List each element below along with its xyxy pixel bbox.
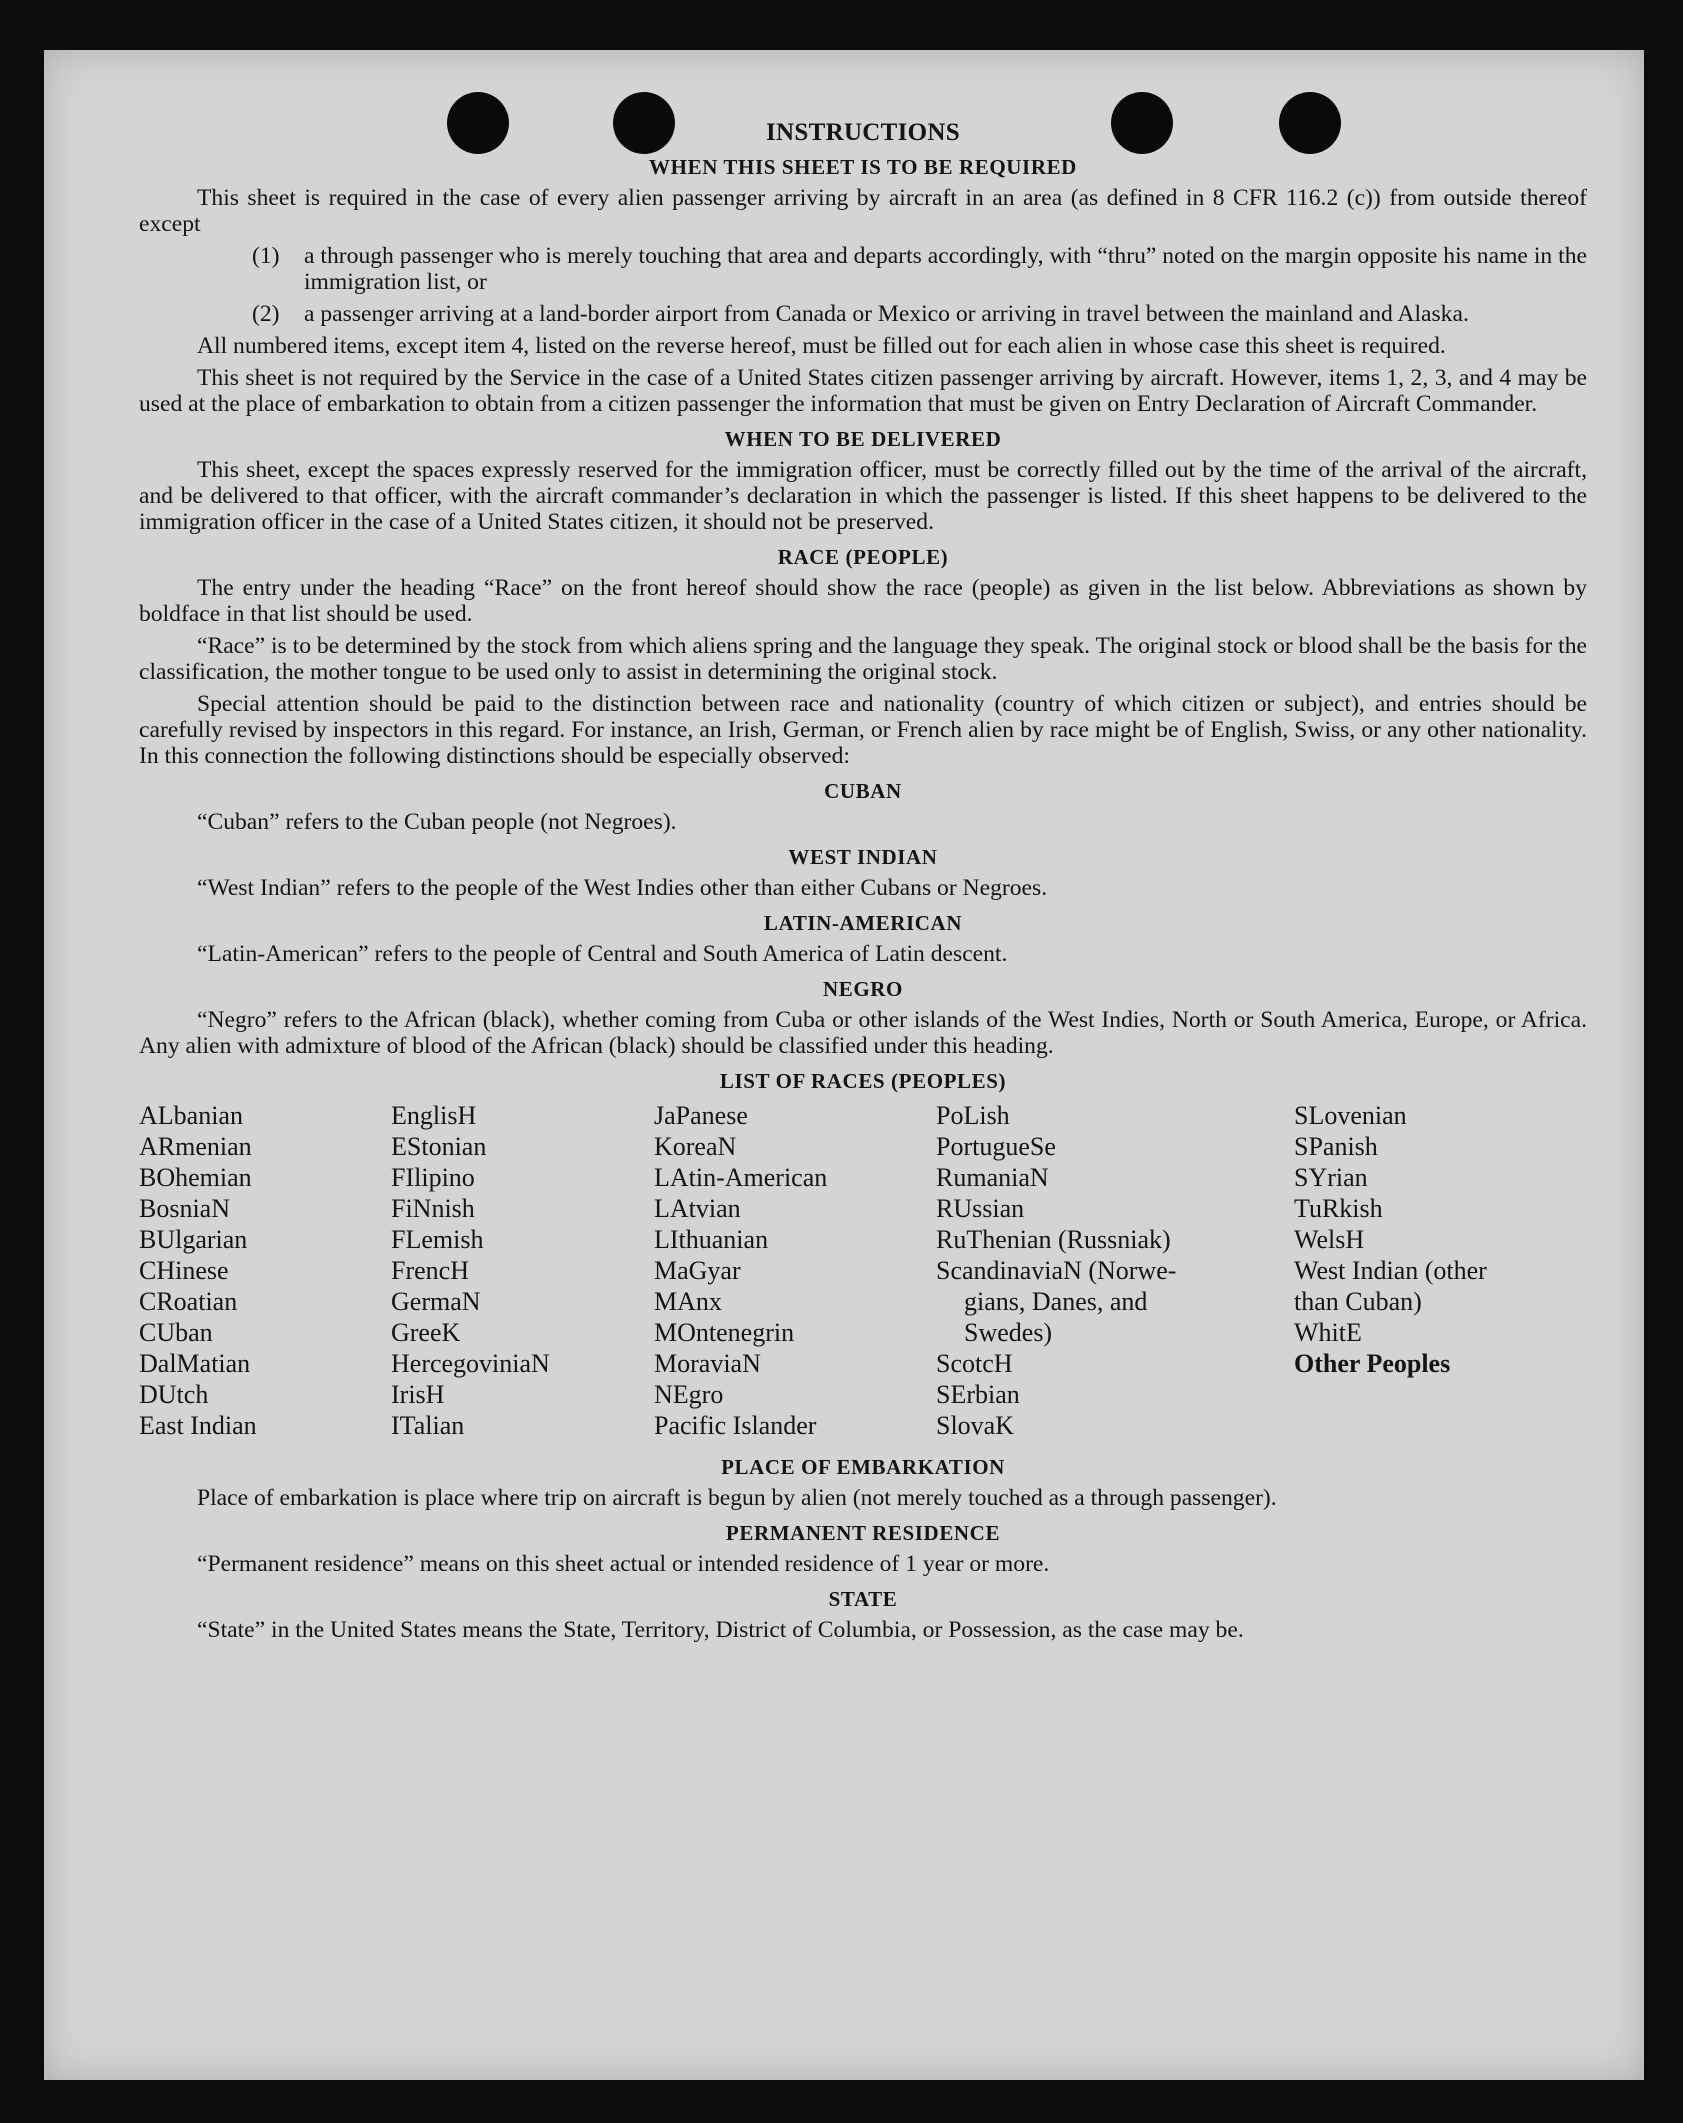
paragraph-negro: “Negro” refers to the African (black), whether coming from Cuba or other islands of the West Indies, North or South America, Europe, or Africa. Any alien with admixture of blood of the African (black) should be classified under this heading.	[139, 1007, 1587, 1059]
races-column	[936, 1100, 1176, 1441]
list-item	[252, 301, 1587, 327]
heading-race: RACE (PEOPLE)	[777, 545, 949, 569]
paragraph-embarkation: Place of embarkation is place where trip on aircraft is begun by alien (not merely touched as a through passenger).	[197, 1485, 1277, 1511]
race-entry: than Cuban)	[1294, 1287, 1422, 1316]
paragraph-delivered: This sheet, except the spaces expressly reserved for the immigration officer, must be correctly filled out by the time of the arrival of the aircraft, and be delivered to that officer, with the aircraft commander’s declaration in which the passenger is listed. If this sheet happens to be delivered to the immigration officer in the case of a United States citizen, it should not be preserved.	[139, 457, 1587, 535]
paragraph-numbered-items: All numbered items, except item 4, listed on the reverse hereof, must be filled out for each alien in whose case this sheet is required.	[197, 333, 1446, 359]
races-column	[654, 1100, 827, 1441]
races-column	[391, 1100, 550, 1441]
heading-list-of-races: LIST OF RACES (PEOPLES)	[719, 1069, 1007, 1093]
race-entry: CUban	[139, 1318, 213, 1347]
item-number: (2)	[252, 301, 280, 327]
race-entry: DalMatian	[139, 1349, 251, 1378]
race-entry: WelsH	[1294, 1225, 1365, 1254]
race-entry: ITalian	[391, 1411, 465, 1440]
race-entry: NEgro	[654, 1380, 724, 1409]
races-column	[139, 1100, 257, 1441]
race-entry: MAnx	[654, 1287, 722, 1316]
race-entry: SPanish	[1294, 1132, 1378, 1161]
race-entry: MoraviaN	[654, 1349, 761, 1378]
race-entry: FLemish	[391, 1225, 484, 1254]
page-title: INSTRUCTIONS	[766, 119, 960, 146]
race-entry: HercegoviniaN	[391, 1349, 550, 1378]
instructions-content	[139, 120, 1587, 1643]
race-entry: KoreaN	[654, 1132, 737, 1161]
paragraph-intro: This sheet is required in the case of every alien passenger arriving by aircraft in an area (as defined in 8 CFR 116.2 (c)) from outside thereof except	[139, 185, 1587, 237]
race-entry: WhitE	[1294, 1318, 1362, 1347]
race-entry: ARmenian	[139, 1132, 252, 1161]
race-entry: BosniaN	[139, 1194, 230, 1223]
race-entry: RuThenian (Russniak)	[936, 1225, 1171, 1254]
race-entry: LAtvian	[654, 1194, 741, 1223]
paragraph-race-2: “Race” is to be determined by the stock from which aliens spring and the language they speak. The original stock or blood shall be the basis for the classification, the mother tongue to be used only to assist in determining the original stock.	[139, 633, 1587, 685]
races-list	[139, 1100, 1587, 1445]
race-entry: Other Peoples	[1294, 1349, 1451, 1378]
race-entry: SLovenian	[1294, 1101, 1407, 1130]
heading-negro: NEGRO	[822, 977, 903, 1001]
list-item	[252, 243, 1587, 295]
race-entry: SErbian	[936, 1380, 1020, 1409]
paragraph-latin-american: “Latin-American” refers to the people of Central and South America of Latin descent.	[197, 941, 1008, 967]
race-entry: MaGyar	[654, 1256, 741, 1285]
race-entry: ScandinaviaN (Norwe-	[936, 1256, 1177, 1285]
race-entry: BUlgarian	[139, 1225, 248, 1254]
race-entry: Swedes)	[964, 1318, 1053, 1347]
race-entry: PortugueSe	[936, 1132, 1056, 1161]
race-entry: DUtch	[139, 1380, 209, 1409]
race-entry: gians, Danes, and	[964, 1287, 1148, 1316]
heading-west-indian: WEST INDIAN	[788, 845, 938, 869]
paragraph-state: “State” in the United States means the State, Territory, District of Columbia, or Possession, as the case may be.	[197, 1617, 1244, 1643]
races-column	[1294, 1100, 1487, 1379]
heading-when-required: WHEN THIS SHEET IS TO BE REQUIRED	[649, 155, 1077, 179]
race-entry: EnglisH	[391, 1101, 477, 1130]
paragraph-cuban: “Cuban” refers to the Cuban people (not Negroes).	[197, 809, 677, 835]
heading-place-of-embarkation: PLACE OF EMBARKATION	[721, 1455, 1005, 1479]
paragraph-permanent-residence: “Permanent residence” means on this sheet actual or intended residence of 1 year or more.	[197, 1551, 1050, 1577]
race-entry: ScotcH	[936, 1349, 1013, 1378]
race-entry: ALbanian	[139, 1101, 243, 1130]
paragraph-race-1: The entry under the heading “Race” on the front hereof should show the race (people) as given in the list below. Abbreviations as shown by boldface in that list should be used.	[139, 575, 1587, 627]
race-entry: BOhemian	[139, 1163, 252, 1192]
race-entry: RumaniaN	[936, 1163, 1049, 1192]
item-number: (1)	[252, 243, 280, 269]
item-text: a through passenger who is merely touching that area and departs accordingly, with “thru” noted on the margin opposite his name in the immigration list, or	[304, 243, 1587, 295]
race-entry: LIthuanian	[654, 1225, 769, 1254]
race-entry: FiNnish	[391, 1194, 475, 1223]
race-entry: TuRkish	[1294, 1194, 1383, 1223]
race-entry: SYrian	[1294, 1163, 1368, 1192]
race-entry: East Indian	[139, 1411, 257, 1440]
race-entry: LAtin-American	[654, 1163, 828, 1192]
race-entry: GreeK	[391, 1318, 461, 1347]
heading-permanent-residence: PERMANENT RESIDENCE	[725, 1521, 1001, 1545]
race-entry: West Indian (other	[1294, 1256, 1487, 1285]
race-entry: MOntenegrin	[654, 1318, 795, 1347]
heading-cuban: CUBAN	[824, 779, 902, 803]
race-entry: RUssian	[936, 1194, 1025, 1223]
race-entry: Pacific Islander	[654, 1411, 817, 1440]
race-entry: CRoatian	[139, 1287, 238, 1316]
heading-latin-american: LATIN-AMERICAN	[763, 911, 963, 935]
race-entry: IrisH	[391, 1380, 445, 1409]
race-entry: CHinese	[139, 1256, 229, 1285]
race-entry: PoLish	[936, 1101, 1010, 1130]
paragraph-citizen: This sheet is not required by the Service in the case of a United States citizen passenger arriving by aircraft. However, items 1, 2, 3, and 4 may be used at the place of embarkation to obtain from a citizen passenger the information that must be given on Entry Declaration of Aircraft Commander.	[139, 365, 1587, 417]
race-entry: GermaN	[391, 1287, 481, 1316]
race-entry: FIlipino	[391, 1163, 475, 1192]
heading-state: STATE	[828, 1587, 898, 1611]
race-entry: EStonian	[391, 1132, 487, 1161]
race-entry: SlovaK	[936, 1411, 1014, 1440]
paragraph-west-indian: “West Indian” refers to the people of the West Indies other than either Cubans or Negroes.	[197, 875, 1048, 901]
race-entry: FrencH	[391, 1256, 469, 1285]
paragraph-race-3: Special attention should be paid to the distinction between race and nationality (country of which citizen or subject), and entries should be carefully revised by inspectors in this regard. For instance, an Irish, German, or French alien by race might be of English, Swiss, or any other nationality. In this connection the following distinctions should be especially observed:	[139, 691, 1587, 769]
item-text: a passenger arriving at a land-border airport from Canada or Mexico or arriving in travel between the mainland and Alaska.	[304, 301, 1469, 327]
heading-when-delivered: WHEN TO BE DELIVERED	[724, 427, 1002, 451]
document-page	[44, 50, 1644, 2080]
race-entry: JaPanese	[654, 1101, 748, 1130]
